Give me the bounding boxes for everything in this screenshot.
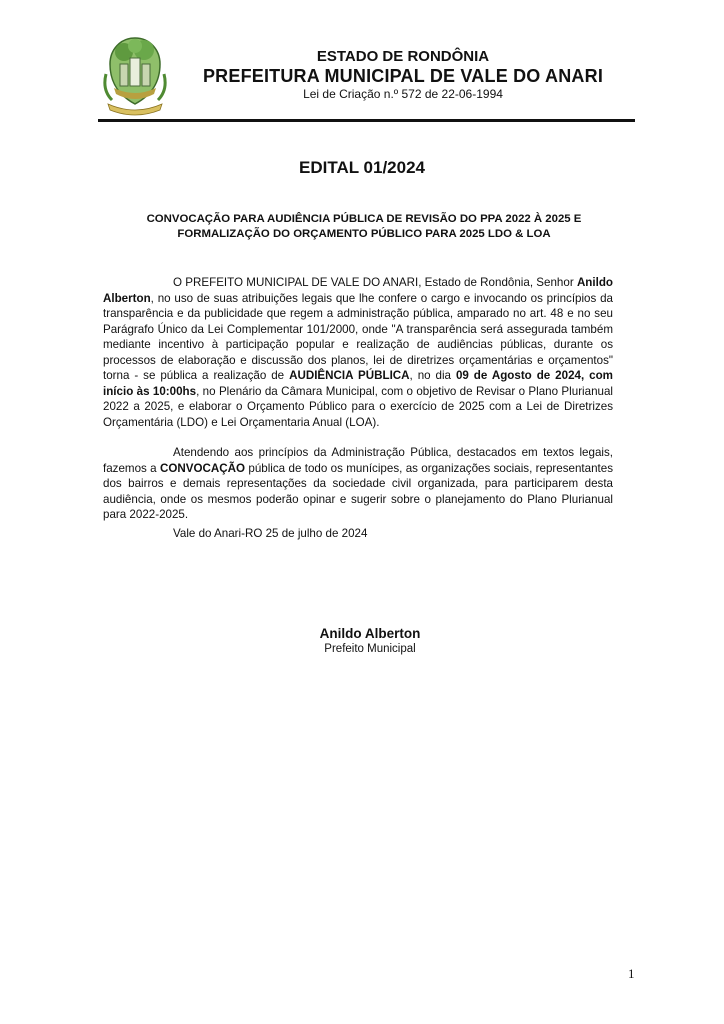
municipal-crest-icon [102,34,168,118]
paragraph-2-text-b: pública de todo os munícipes, as organizações sociais, representantes dos bairros e demais representações da sociedade civil organizada, para participarem desta audiência, onde os mesmos poderão opinar e sugerir sobre o planejamento do Plano Plurianual para 2022-2025. [103,461,613,521]
paragraph-1-text-a: O PREFEITO MUNICIPAL DE VALE DO ANARI, Estado de Rondônia, Senhor [173,276,577,289]
mayor-name: Anildo Alberton [103,276,613,305]
document-title: EDITAL 01/2024 [299,158,425,177]
place-date: Vale do Anari-RO 25 de julho de 2024 [173,527,368,540]
paragraph-1-text-c: , no dia [409,369,456,382]
paragraph-1-text-d: , no Plenário da Câmara Municipal, com o objetivo de Revisar o Plano Plurianual 2022 a 2025, e elaborar o Orçamento Público para o exercício de 2025 com a Lei de Diretrizes Orçamentária (LDO) e Lei Orçamentaria Anual (LOA). [103,384,613,429]
paragraph-2-text-a: Atendendo aos princípios da Administração Pública, destacados em textos legais, fazemos a [103,446,613,475]
paragraph-1 [103,275,613,430]
signature-role: Prefeito Municipal [324,643,416,655]
event-date-time: 09 de Agosto de 2024, com início às 10:00hs [103,369,613,398]
page-number: 1 [628,966,635,981]
signature-name: Anildo Alberton [319,626,421,641]
header-divider [98,119,635,122]
paragraph-2 [103,445,613,523]
paragraph-1-text-b: , no uso de suas atribuições legais que lhe confere o cargo e invocando os princípios da transparência e da publicidade que regem a administração pública, amparado no art. 48 e no seu Parágrafo Único da Lei Complementar 101/2000, onde "A transparência será assegurada também mediante incentivo à participação popular e realização de audiências públicas, durante os processos de elaboração e discussão dos planos, lei de diretrizes orçamentárias e orçamentos" torna - se pública a realização de [103,291,613,382]
state-name: ESTADO DE RONDÔNIA [316,48,490,65]
event-name: AUDIÊNCIA PÚBLICA [289,369,410,382]
prefeitura-name: PREFEITURA MUNICIPAL DE VALE DO ANARI [202,66,604,86]
document-body [103,275,613,538]
signature-block [220,625,520,656]
creation-law: Lei de Criação n.º 572 de 22-06-1994 [303,87,503,101]
convocacao-word: CONVOCAÇÃO [160,461,246,475]
letterhead [98,32,638,124]
document-subject: CONVOCAÇÃO PARA AUDIÊNCIA PÚBLICA DE REVISÃO DO PPA 2022 À 2025 E FORMALIZAÇÃO DO ORÇAMENTO PÚBLICO PARA 2025 LDO & LOA [146,213,582,240]
